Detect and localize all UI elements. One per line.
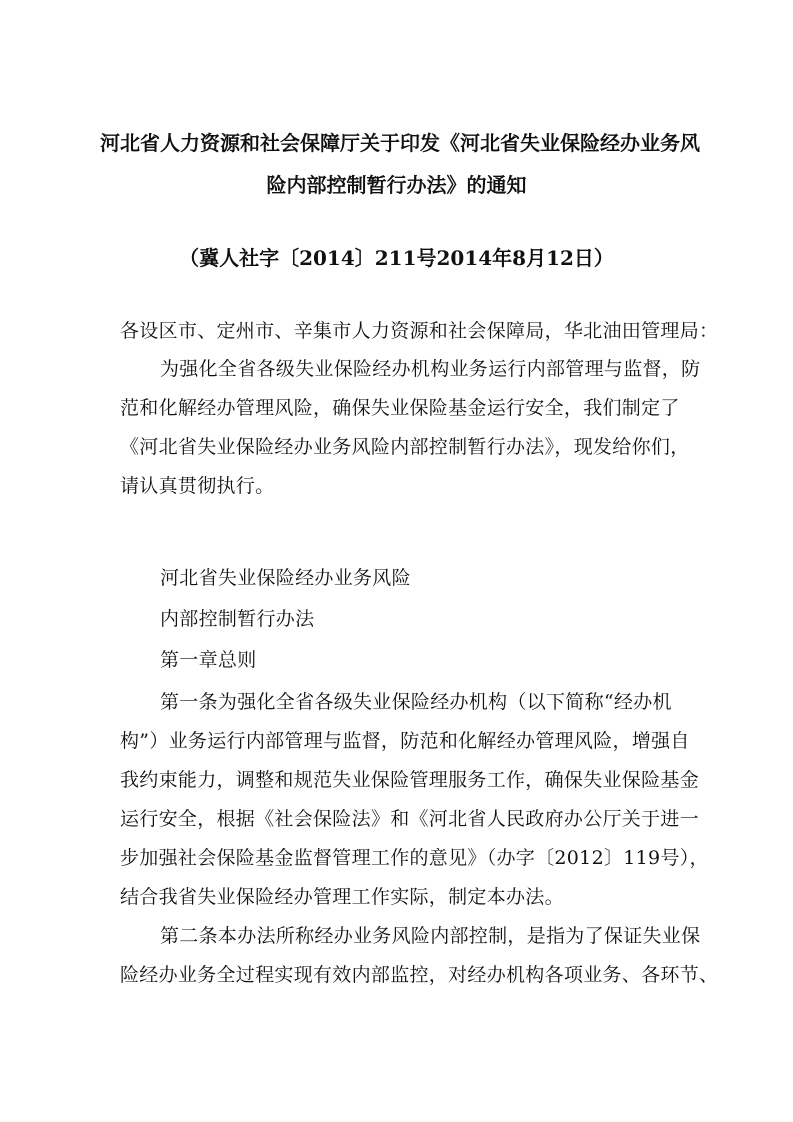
article-1-line: 第一条为强化全省各级失业保险经办机构（以下简称“经办机	[160, 691, 672, 713]
document-title-line-2: 险内部控制暂行办法》的通知	[266, 173, 527, 197]
article-1-line: 运行安全，根据《社会保险法》和《河北省人民政府办公厅关于进一	[120, 808, 700, 830]
body-line: 请认真贯彻执行。	[120, 475, 275, 497]
chapter-heading: 第一章总则	[160, 649, 257, 671]
article-2-line: 险经办业务全过程实现有效内部监控，对经办机构各项业务、各环节、	[120, 964, 719, 986]
attachment-title-line-2: 内部控制暂行办法	[160, 608, 315, 630]
recipients: 各设区市、定州市、辛集市人力资源和社会保障局，华北油田管理局：	[120, 320, 719, 342]
article-1-line: 我约束能力，调整和规范失业保险管理服务工作，确保失业保险基金	[120, 769, 700, 791]
document-title-line-1: 河北省人力资源和社会保障厅关于印发《河北省失业保险经办业务风	[100, 131, 700, 155]
article-1-line: 结合我省失业保险经办管理工作实际，制定本办法。	[120, 886, 564, 908]
attachment-title-line-1: 河北省失业保险经办业务风险	[160, 567, 411, 589]
body-line: 范和化解经办管理风险，确保失业保险基金运行安全，我们制定了	[120, 397, 680, 419]
article-1-line: 构”）业务运行内部管理与监督，防范和化解经办管理风险，增强自	[120, 730, 690, 752]
body-line: 《河北省失业保险经办业务风险内部控制暂行办法》，现发给你们，	[120, 436, 690, 458]
document-number: （冀人社字〔2014〕211号2014年8月12日）	[179, 246, 614, 270]
article-2-line: 第二条本办法所称经办业务风险内部控制，是指为了保证失业保	[160, 925, 701, 947]
article-1-line: 步加强社会保险基金监督管理工作的意见》（办字〔2012〕119号），	[120, 847, 709, 869]
body-line: 为强化全省各级失业保险经办机构业务运行内部管理与监督，防	[160, 358, 701, 380]
